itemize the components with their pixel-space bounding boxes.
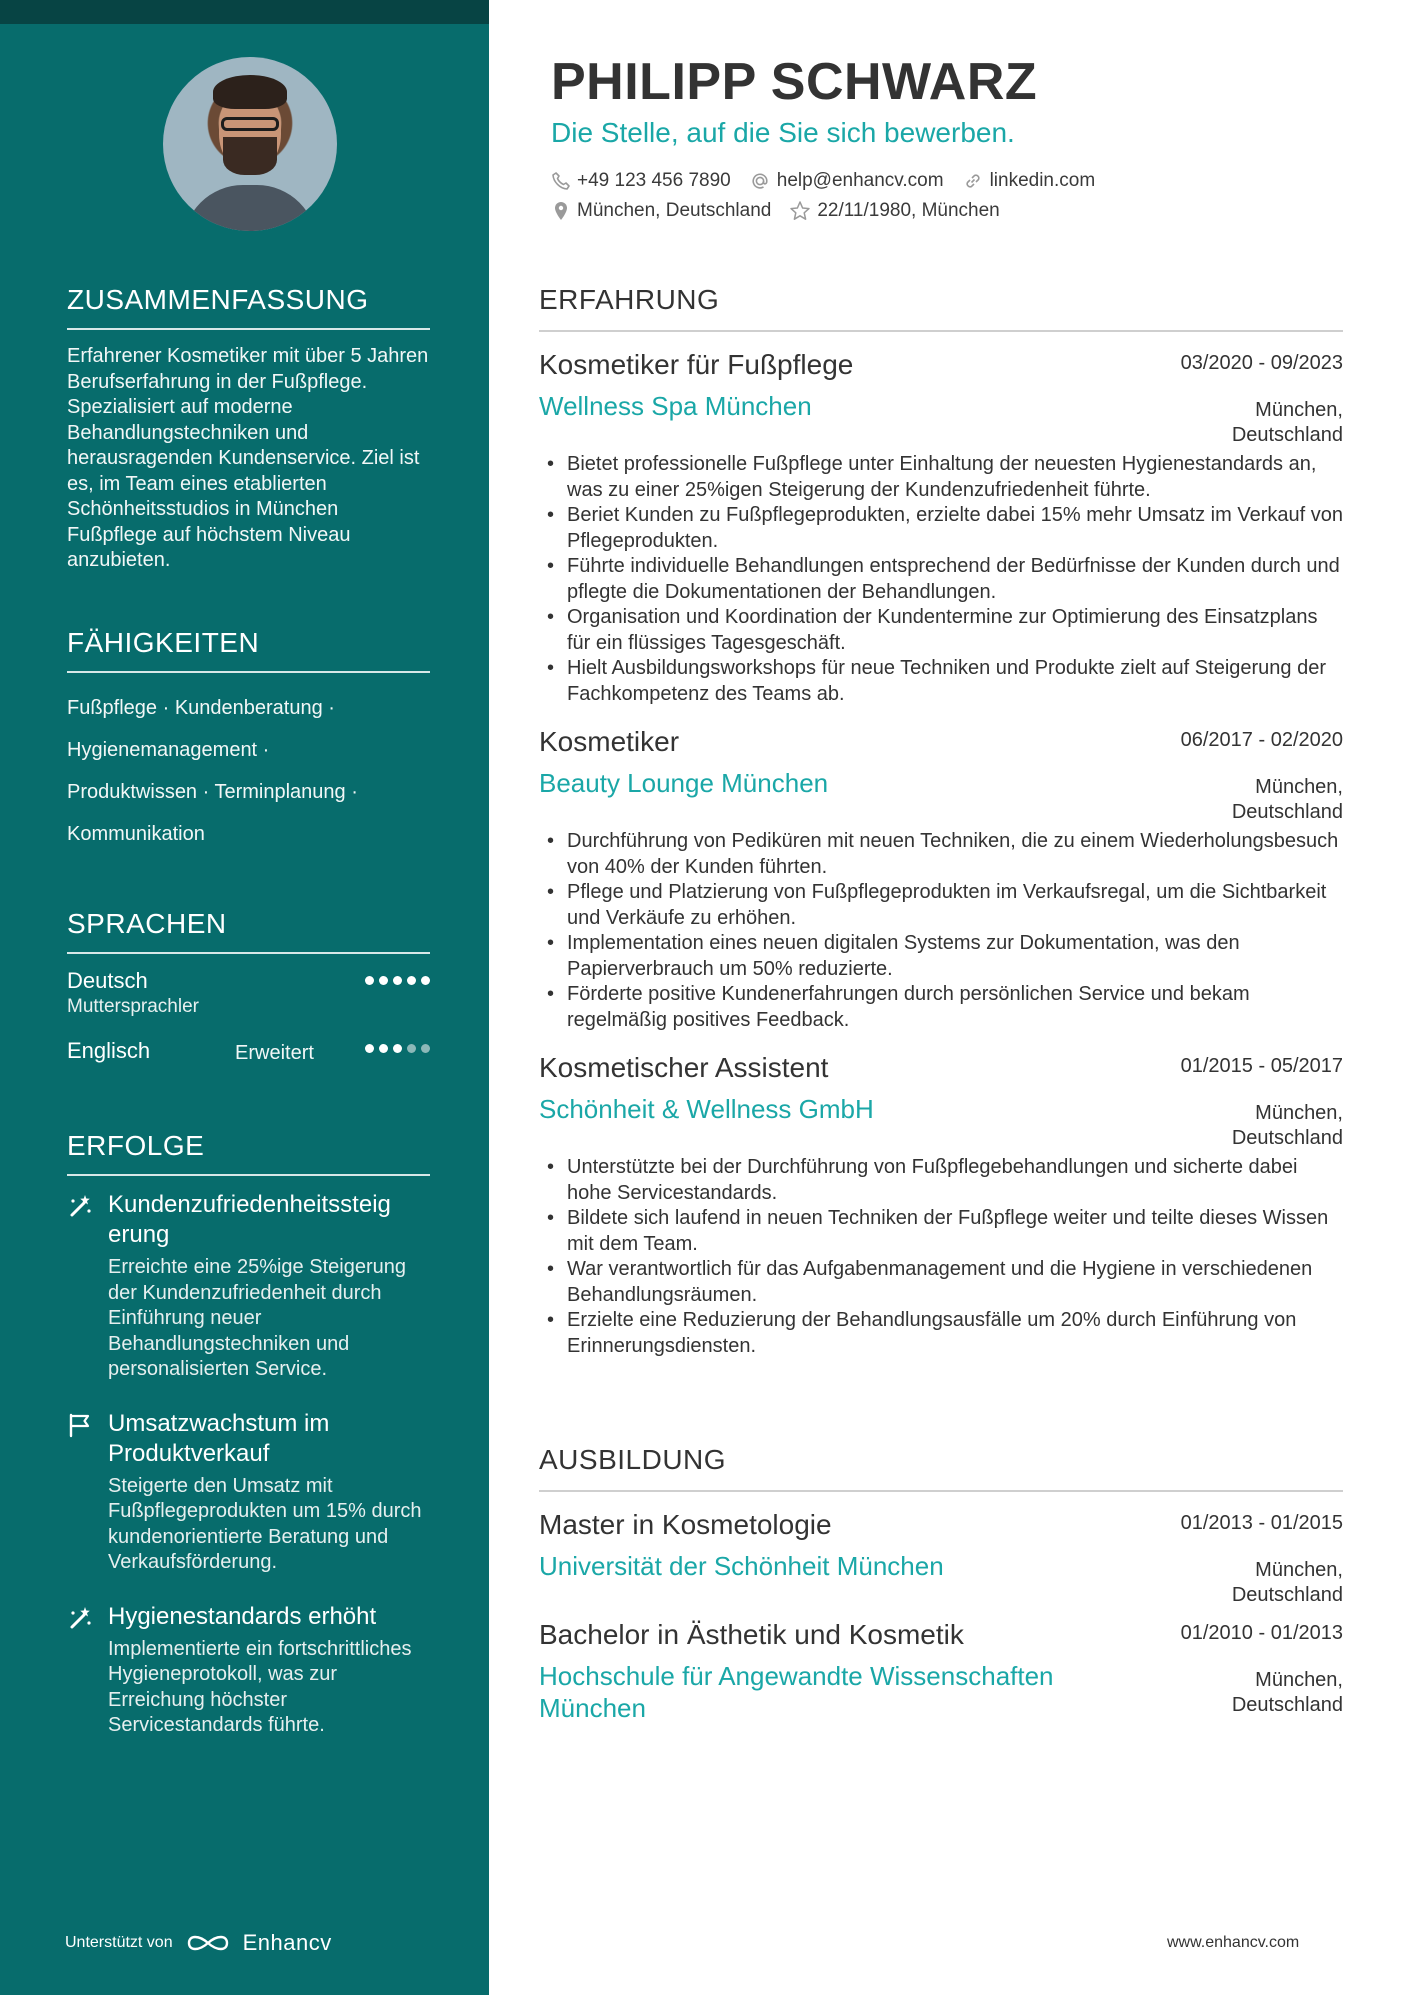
magic-wand-icon	[67, 1193, 93, 1219]
language-name: Englisch	[67, 1038, 151, 1063]
contact-row	[551, 170, 1113, 192]
education-school: Universität der Schönheit München	[539, 1551, 944, 1581]
education-degree: Master in Kosmetologie	[539, 1509, 832, 1540]
phone-icon	[551, 171, 571, 191]
job-company: Schönheit & Wellness GmbH	[539, 1094, 874, 1124]
job-bullet: • Führte individuelle Behandlungen entsprechend der Bedürfnisse der Kunden durch und pflegte die Dokumentationen der Behandlungen.	[567, 554, 1343, 605]
brand-name: Enhancv	[242, 1930, 332, 1955]
magic-wand-icon	[67, 1605, 93, 1631]
job-bullet: • Bildete sich laufend in neuen Techniken der Fußpflege weiter und teilte dieses Wissen mit dem Team.	[567, 1206, 1343, 1257]
job-company: Wellness Spa München	[539, 391, 812, 421]
proficiency-dot-filled	[393, 1044, 402, 1053]
contact-linkedin	[962, 170, 1096, 192]
summary-text: Erfahrener Kosmetiker mit über 5 Jahren Berufserfahrung in der Fußpflege. Spezialisiert auf moderne Behandlungstechniken und herausragenden Kundenservice. Ziel ist es, im Team eines etablierten Schönheitsstudios in München Fußpflege auf höchstem Niveau anzubieten.	[67, 345, 429, 571]
summary-heading: ZUSAMMENFASSUNG	[67, 284, 430, 330]
achievement-title: Kundenzufriedenheitssteig erung	[108, 1191, 391, 1248]
job-bullet: • Pflege und Platzierung von Fußpflegeprodukten im Verkaufsregal, um die Sichtbarkeit und Verkäufe zu erhöhen.	[567, 880, 1343, 931]
job-entry	[539, 348, 1343, 707]
achievement-item	[67, 1602, 430, 1739]
sidebar-top-bar	[0, 0, 489, 24]
flag-icon	[67, 1412, 93, 1438]
star-icon	[789, 200, 811, 222]
skills-list	[67, 687, 430, 855]
summary-section	[67, 284, 430, 574]
education-entry	[539, 1618, 1343, 1724]
achievements-section	[67, 1130, 430, 1765]
proficiency-dot-empty	[421, 1044, 430, 1053]
job-entry	[539, 1051, 1343, 1359]
email-text[interactable]: help@enhancv.com	[776, 170, 944, 191]
enhancv-logo-icon	[185, 1931, 231, 1955]
languages-heading: SPRACHEN	[67, 908, 430, 954]
language-proficiency-dots	[365, 976, 430, 985]
experience-section	[539, 284, 1343, 1377]
proficiency-dot-empty	[407, 1044, 416, 1053]
job-title: Kosmetischer Assistent	[539, 1052, 829, 1083]
education-dates: 01/2013 - 01/2015	[1180, 1512, 1343, 1534]
proficiency-dot-filled	[365, 976, 374, 985]
job-location: München, Deutschland	[1231, 399, 1343, 446]
at-icon	[749, 170, 771, 192]
sidebar	[0, 0, 489, 1995]
language-level: Erweitert	[235, 1042, 314, 1064]
education-degree: Bachelor in Ästhetik und Kosmetik	[539, 1619, 964, 1650]
job-dates: 06/2017 - 02/2020	[1180, 729, 1343, 751]
location-text: München, Deutschland	[577, 200, 772, 221]
skills-heading: FÄHIGKEITEN	[67, 627, 430, 673]
education-heading: AUSBILDUNG	[539, 1444, 1343, 1492]
proficiency-dot-filled	[407, 976, 416, 985]
achievement-description: Implementierte ein fortschrittliches Hygieneprotokoll, was zur Erreichung höchster Servicestandards führte.	[108, 1637, 412, 1736]
footer-website[interactable]: www.enhancv.com	[1167, 1934, 1300, 1951]
profile-photo	[163, 57, 337, 231]
contact-birth	[789, 200, 999, 222]
job-bullet: • War verantwortlich für das Aufgabenmanagement und die Hygiene in verschiedenen Behandlungsräumen.	[567, 1257, 1343, 1308]
job-bullets	[539, 452, 1343, 707]
language-item	[67, 1038, 430, 1108]
experience-heading: ERFAHRUNG	[539, 284, 1343, 332]
education-school: Hochschule für Angewandte Wissenschaften München	[539, 1661, 1054, 1723]
achievement-title: Umsatzwachstum im Produktverkauf	[108, 1409, 330, 1467]
achievement-title: Hygienestandards erhöht	[108, 1602, 377, 1630]
job-bullet: • Bietet professionelle Fußpflege unter Einhaltung der neuesten Hygienestandards an, was zu einer 25%igen Steigerung der Kundenzufriedenheit führte.	[567, 452, 1343, 503]
language-item	[67, 968, 430, 1038]
contact-row	[551, 200, 1018, 222]
proficiency-dot-filled	[365, 1044, 374, 1053]
job-entry	[539, 725, 1343, 1033]
job-title: Kosmetiker	[539, 726, 680, 757]
job-bullets	[539, 829, 1343, 1033]
powered-by-label: Unterstützt von	[65, 1934, 173, 1951]
education-section	[539, 1444, 1343, 1760]
linkedin-text[interactable]: linkedin.com	[989, 170, 1096, 191]
education-location: München, Deutschland	[1231, 1559, 1343, 1606]
birth-text: 22/11/1980, München	[817, 200, 1000, 221]
job-dates: 01/2015 - 05/2017	[1180, 1055, 1343, 1077]
achievements-heading: ERFOLGE	[67, 1130, 430, 1176]
job-bullet: • Unterstützte bei der Durchführung von Fußpflegebehandlungen und sicherte dabei hohe Servicestandards.	[567, 1155, 1343, 1206]
languages-section	[67, 908, 430, 1108]
contact-location	[551, 200, 771, 222]
job-bullet: • Förderte positive Kundenerfahrungen durch persönlichen Service und bekam regelmäßig positives Feedback.	[567, 982, 1343, 1033]
job-bullets	[539, 1155, 1343, 1359]
proficiency-dot-filled	[379, 1044, 388, 1053]
target-role: Die Stelle, auf die Sie sich bewerben.	[551, 117, 1015, 148]
language-name: Deutsch	[67, 968, 148, 993]
link-icon	[962, 170, 984, 192]
skills-line: Fußpflege · Kundenberatung ·	[67, 697, 335, 719]
job-location: München, Deutschland	[1231, 776, 1343, 823]
education-entry	[539, 1508, 1343, 1606]
skills-line: Kommunikation	[67, 823, 205, 845]
skills-section	[67, 627, 430, 855]
job-title: Kosmetiker für Fußpflege	[539, 349, 854, 380]
achievement-item	[67, 1409, 430, 1576]
language-level: Muttersprachler	[67, 996, 199, 1017]
achievement-item	[67, 1190, 430, 1383]
proficiency-dot-filled	[379, 976, 388, 985]
job-dates: 03/2020 - 09/2023	[1180, 352, 1343, 374]
contact-email	[749, 170, 944, 192]
powered-by	[65, 1930, 332, 1956]
location-pin-icon	[551, 200, 571, 222]
contact-phone	[551, 170, 731, 192]
achievement-description: Erreichte eine 25%ige Steigerung der Kundenzufriedenheit durch Einführung neuer Behandlungstechniken und personalisierten Service.	[108, 1256, 406, 1380]
job-bullet: • Durchführung von Pediküren mit neuen Techniken, die zu einem Wiederholungsbesuch von 40% der Kunden führten.	[567, 829, 1343, 880]
skills-line: Hygienemanagement ·	[67, 739, 270, 761]
job-bullet: • Organisation und Koordination der Kundentermine zur Optimierung des Einsatzplans für ein flüssiges Tagesgeschäft.	[567, 605, 1343, 656]
achievement-description: Steigerte den Umsatz mit Fußpflegeprodukten um 15% durch kundenorientierte Beratung und Verkaufsförderung.	[108, 1474, 422, 1573]
job-bullet: • Implementation eines neuen digitalen Systems zur Dokumentation, was den Papierverbrauch um 50% reduzierte.	[567, 931, 1343, 982]
phone-text[interactable]: +49 123 456 7890	[577, 170, 731, 191]
language-proficiency-dots	[365, 1044, 430, 1053]
education-dates: 01/2010 - 01/2013	[1180, 1622, 1343, 1644]
job-bullet: • Hielt Ausbildungsworkshops für neue Techniken und Produkte zielt auf Steigerung der Fachkompetenz des Teams ab.	[567, 656, 1343, 707]
proficiency-dot-filled	[393, 976, 402, 985]
job-bullet: • Erzielte eine Reduzierung der Behandlungsausfälle um 20% durch Einführung von Erinnerungsdiensten.	[567, 1308, 1343, 1359]
job-company: Beauty Lounge München	[539, 768, 829, 798]
job-location: München, Deutschland	[1231, 1102, 1343, 1149]
proficiency-dot-filled	[421, 976, 430, 985]
job-bullet: • Beriet Kunden zu Fußpflegeprodukten, erzielte dabei 15% mehr Umsatz im Verkauf von Pflegeprodukten.	[567, 503, 1343, 554]
candidate-name: PHILIPP SCHWARZ	[551, 53, 1038, 111]
skills-line: Produktwissen · Terminplanung ·	[67, 781, 358, 803]
education-location: München, Deutschland	[1231, 1669, 1343, 1716]
